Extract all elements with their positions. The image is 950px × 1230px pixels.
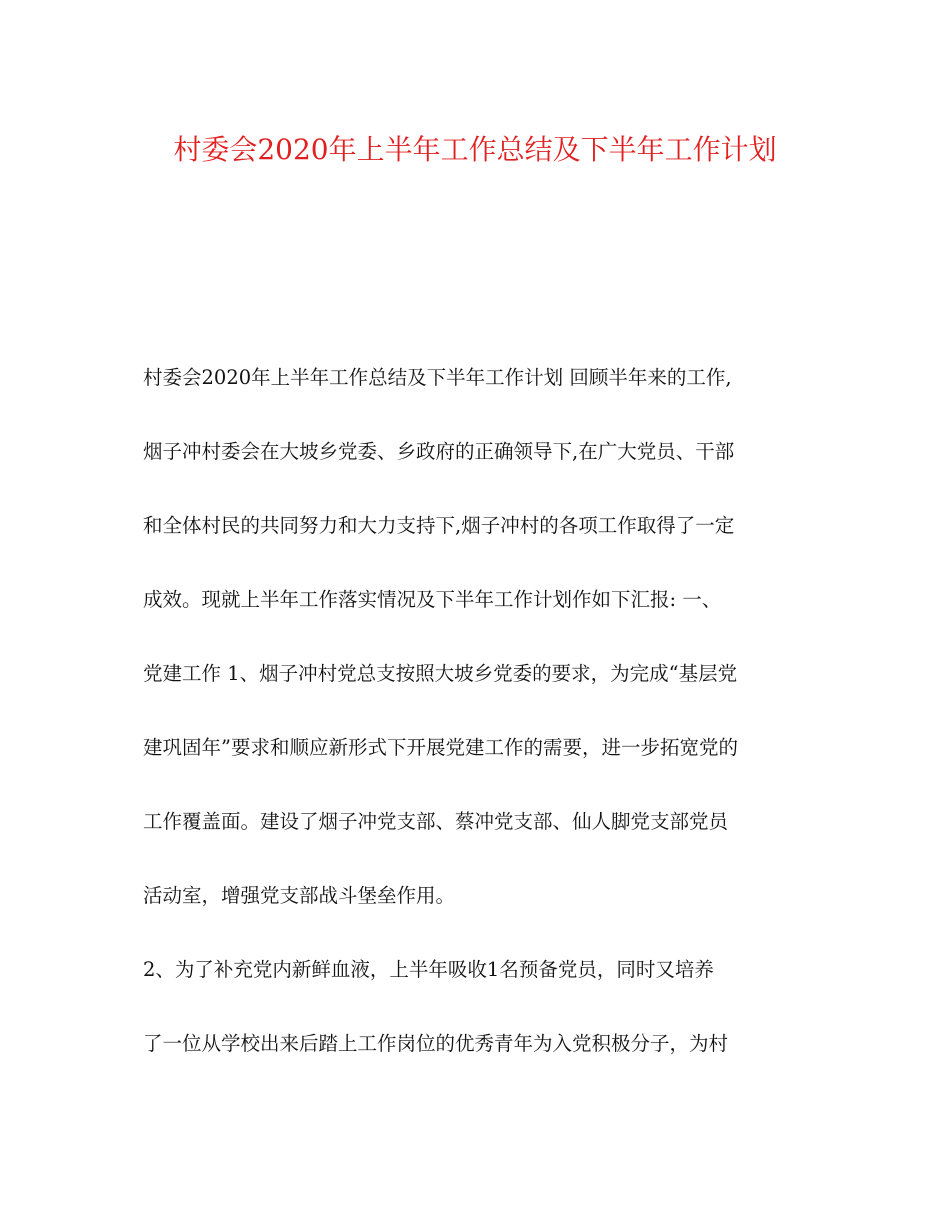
body-line-4: 成效。现就上半年工作落实情况及下半年工作计划作如下汇报: 一、 [143, 588, 722, 611]
body-line-5: 党建工作 1、烟子冲村党总支按照大坡乡党委的要求，为完成“基层党 [143, 662, 738, 685]
body-line-1: 村委会2020年上半年工作总结及下半年工作计划 回顾半年来的工作, [143, 366, 732, 389]
body-line-10: 了一位从学校出来后踏上工作岗位的优秀青年为入党积极分子，为村 [143, 1032, 729, 1055]
document-title: 村委会2020年上半年工作总结及下半年工作计划 [173, 133, 777, 166]
body-line-9: 2、为了补充党内新鲜血液，上半年吸收1名预备党员，同时又培养 [143, 958, 714, 981]
body-line-3: 和全体村民的共同努力和大力支持下,烟子冲村的各项工作取得了一定 [143, 514, 735, 537]
body-line-6: 建巩固年”要求和顺应新形式下开展党建工作的需要，进一步拓宽党的 [143, 736, 738, 759]
body-line-2: 烟子冲村委会在大坡乡党委、乡政府的正确领导下,在广大党员、干部 [143, 440, 735, 463]
body-line-8: 活动室，增强党支部战斗堡垒作用。 [143, 884, 456, 907]
body-line-7: 工作覆盖面。建设了烟子冲党支部、蔡冲党支部、仙人脚党支部党员 [143, 810, 729, 833]
